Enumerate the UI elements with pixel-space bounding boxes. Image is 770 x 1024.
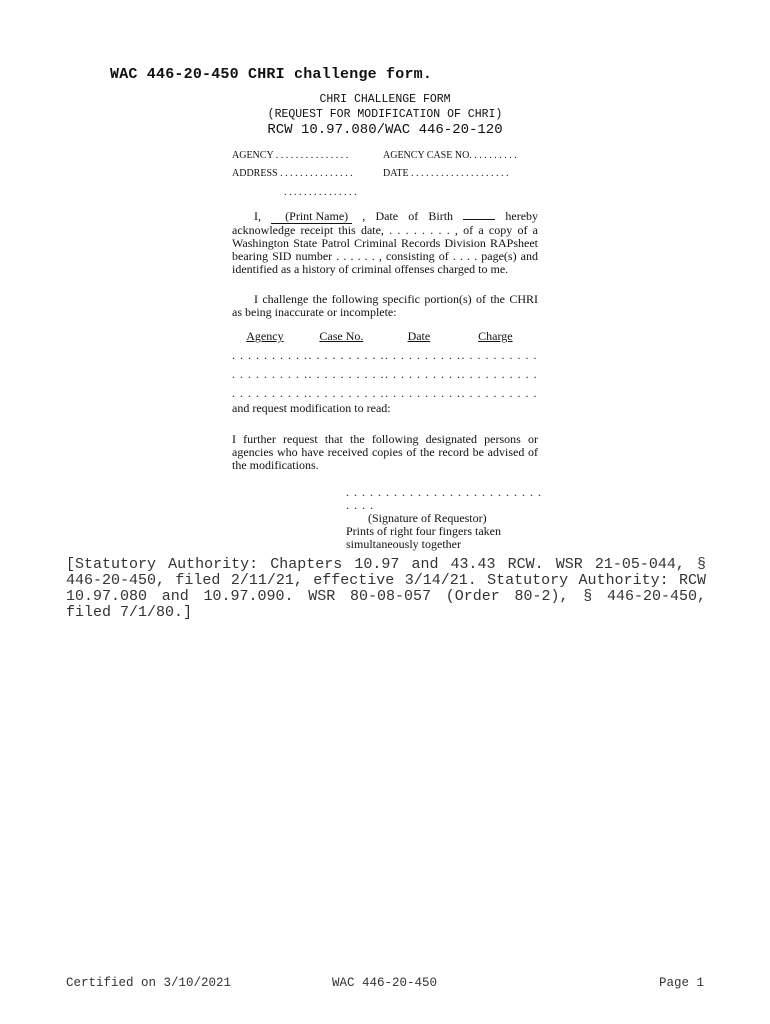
col-header-case-no: Case No. bbox=[319, 329, 364, 343]
ack-dob-label: , Date of Birth bbox=[362, 209, 454, 223]
challenge-table bbox=[232, 327, 538, 403]
fingerprint-instructions: Prints of right four fingers taken bbox=[346, 524, 501, 538]
table-row bbox=[232, 365, 538, 384]
statutory-authority-note: [Statutory Authority: Chapters 10.97 and 43.43 RCW. WSR 21-05-044, § 446-20-450, filed 2/11/21, effective 3/14/21. Statutory Authority: RCW 10.97.080 and 10.97.090. WSR 80-08-057 (Order 80-2), § 446-20-450, filed 7/1/80.] bbox=[66, 556, 706, 621]
signature-label: (Signature of Requestor) bbox=[368, 511, 487, 525]
signature-line: . . . . . . . . . . . . . . . . . . . . . . . . . . . . . bbox=[346, 485, 542, 512]
challenge-intro-text: I challenge the following specific portion(s) of the CHRI as being inaccurate or incomplete: bbox=[232, 292, 538, 319]
col-header-agency: Agency bbox=[246, 329, 284, 343]
footer-certified-date: Certified on 3/10/2021 bbox=[66, 976, 232, 990]
col-header-charge: Charge bbox=[478, 329, 513, 343]
agency-row bbox=[232, 150, 542, 161]
signature-block bbox=[346, 486, 546, 551]
table-cell: . . . . . . . . . . bbox=[385, 386, 461, 400]
footer-page-number: Page 1 bbox=[658, 976, 704, 990]
ack-body: hereby acknowledge receipt this date, . . . . . . . . , of a copy of a Washington State Patrol Criminal Records Division RAPsheet bearing SID number . . . . . . , consisting of . . . . page(s) and identified as a history of criminal offenses charged to me. bbox=[232, 209, 539, 276]
date-field: DATE . . . . . . . . . . . . . . . . . . . . bbox=[383, 168, 509, 179]
table-cell: . . . . . . . . . . bbox=[308, 348, 385, 362]
table-cell: . . . . . . . . . . bbox=[232, 386, 308, 400]
agency-field: AGENCY . . . . . . . . . . . . . . . bbox=[232, 150, 349, 161]
address-row bbox=[232, 168, 542, 179]
further-request-paragraph: I further request that the following designated persons or agencies who have received copies of the record be advised of the modifications. bbox=[232, 432, 538, 472]
table-cell: . . . . . . . . . . bbox=[385, 367, 461, 381]
table-cell: . . . . . . . . . . bbox=[461, 367, 538, 381]
form-title-block bbox=[232, 92, 538, 139]
address-continuation-field: . . . . . . . . . . . . . . . bbox=[284, 187, 357, 198]
form-title: CHRI CHALLENGE FORM bbox=[319, 93, 451, 106]
table-cell: . . . . . . . . . . bbox=[232, 348, 308, 362]
table-cell: . . . . . . . . . . bbox=[308, 367, 385, 381]
table-cell: . . . . . . . . . . bbox=[232, 367, 308, 381]
fingerprint-instructions-cont: simultaneously together bbox=[346, 537, 461, 551]
table-cell: . . . . . . . . . . bbox=[461, 386, 538, 400]
table-cell: . . . . . . . . . . bbox=[461, 348, 538, 362]
table-row bbox=[232, 346, 538, 365]
dob-blank bbox=[463, 209, 495, 220]
footer-section-number: WAC 446-20-450 bbox=[332, 976, 438, 990]
address-field: ADDRESS . . . . . . . . . . . . . . . bbox=[232, 168, 353, 179]
section-heading: WAC 446-20-450 CHRI challenge form. bbox=[110, 66, 433, 83]
address-continuation-row bbox=[284, 187, 594, 198]
acknowledgment-paragraph bbox=[232, 209, 538, 276]
agency-case-no-field: AGENCY CASE NO. . . . . . . . . . bbox=[383, 150, 517, 161]
table-cell: . . . . . . . . . . bbox=[308, 386, 385, 400]
col-header-date: Date bbox=[407, 329, 431, 343]
modification-line: and request modification to read: bbox=[232, 401, 391, 415]
form-citation: RCW 10.97.080/WAC 446-20-120 bbox=[267, 122, 503, 138]
table-header-row bbox=[232, 327, 538, 346]
table-cell: . . . . . . . . . . bbox=[385, 348, 461, 362]
form-subtitle: (REQUEST FOR MODIFICATION OF CHRI) bbox=[267, 108, 503, 121]
ack-i: I, bbox=[254, 209, 261, 223]
challenge-intro-paragraph bbox=[232, 293, 538, 319]
print-name-field: (Print Name) bbox=[271, 210, 352, 224]
